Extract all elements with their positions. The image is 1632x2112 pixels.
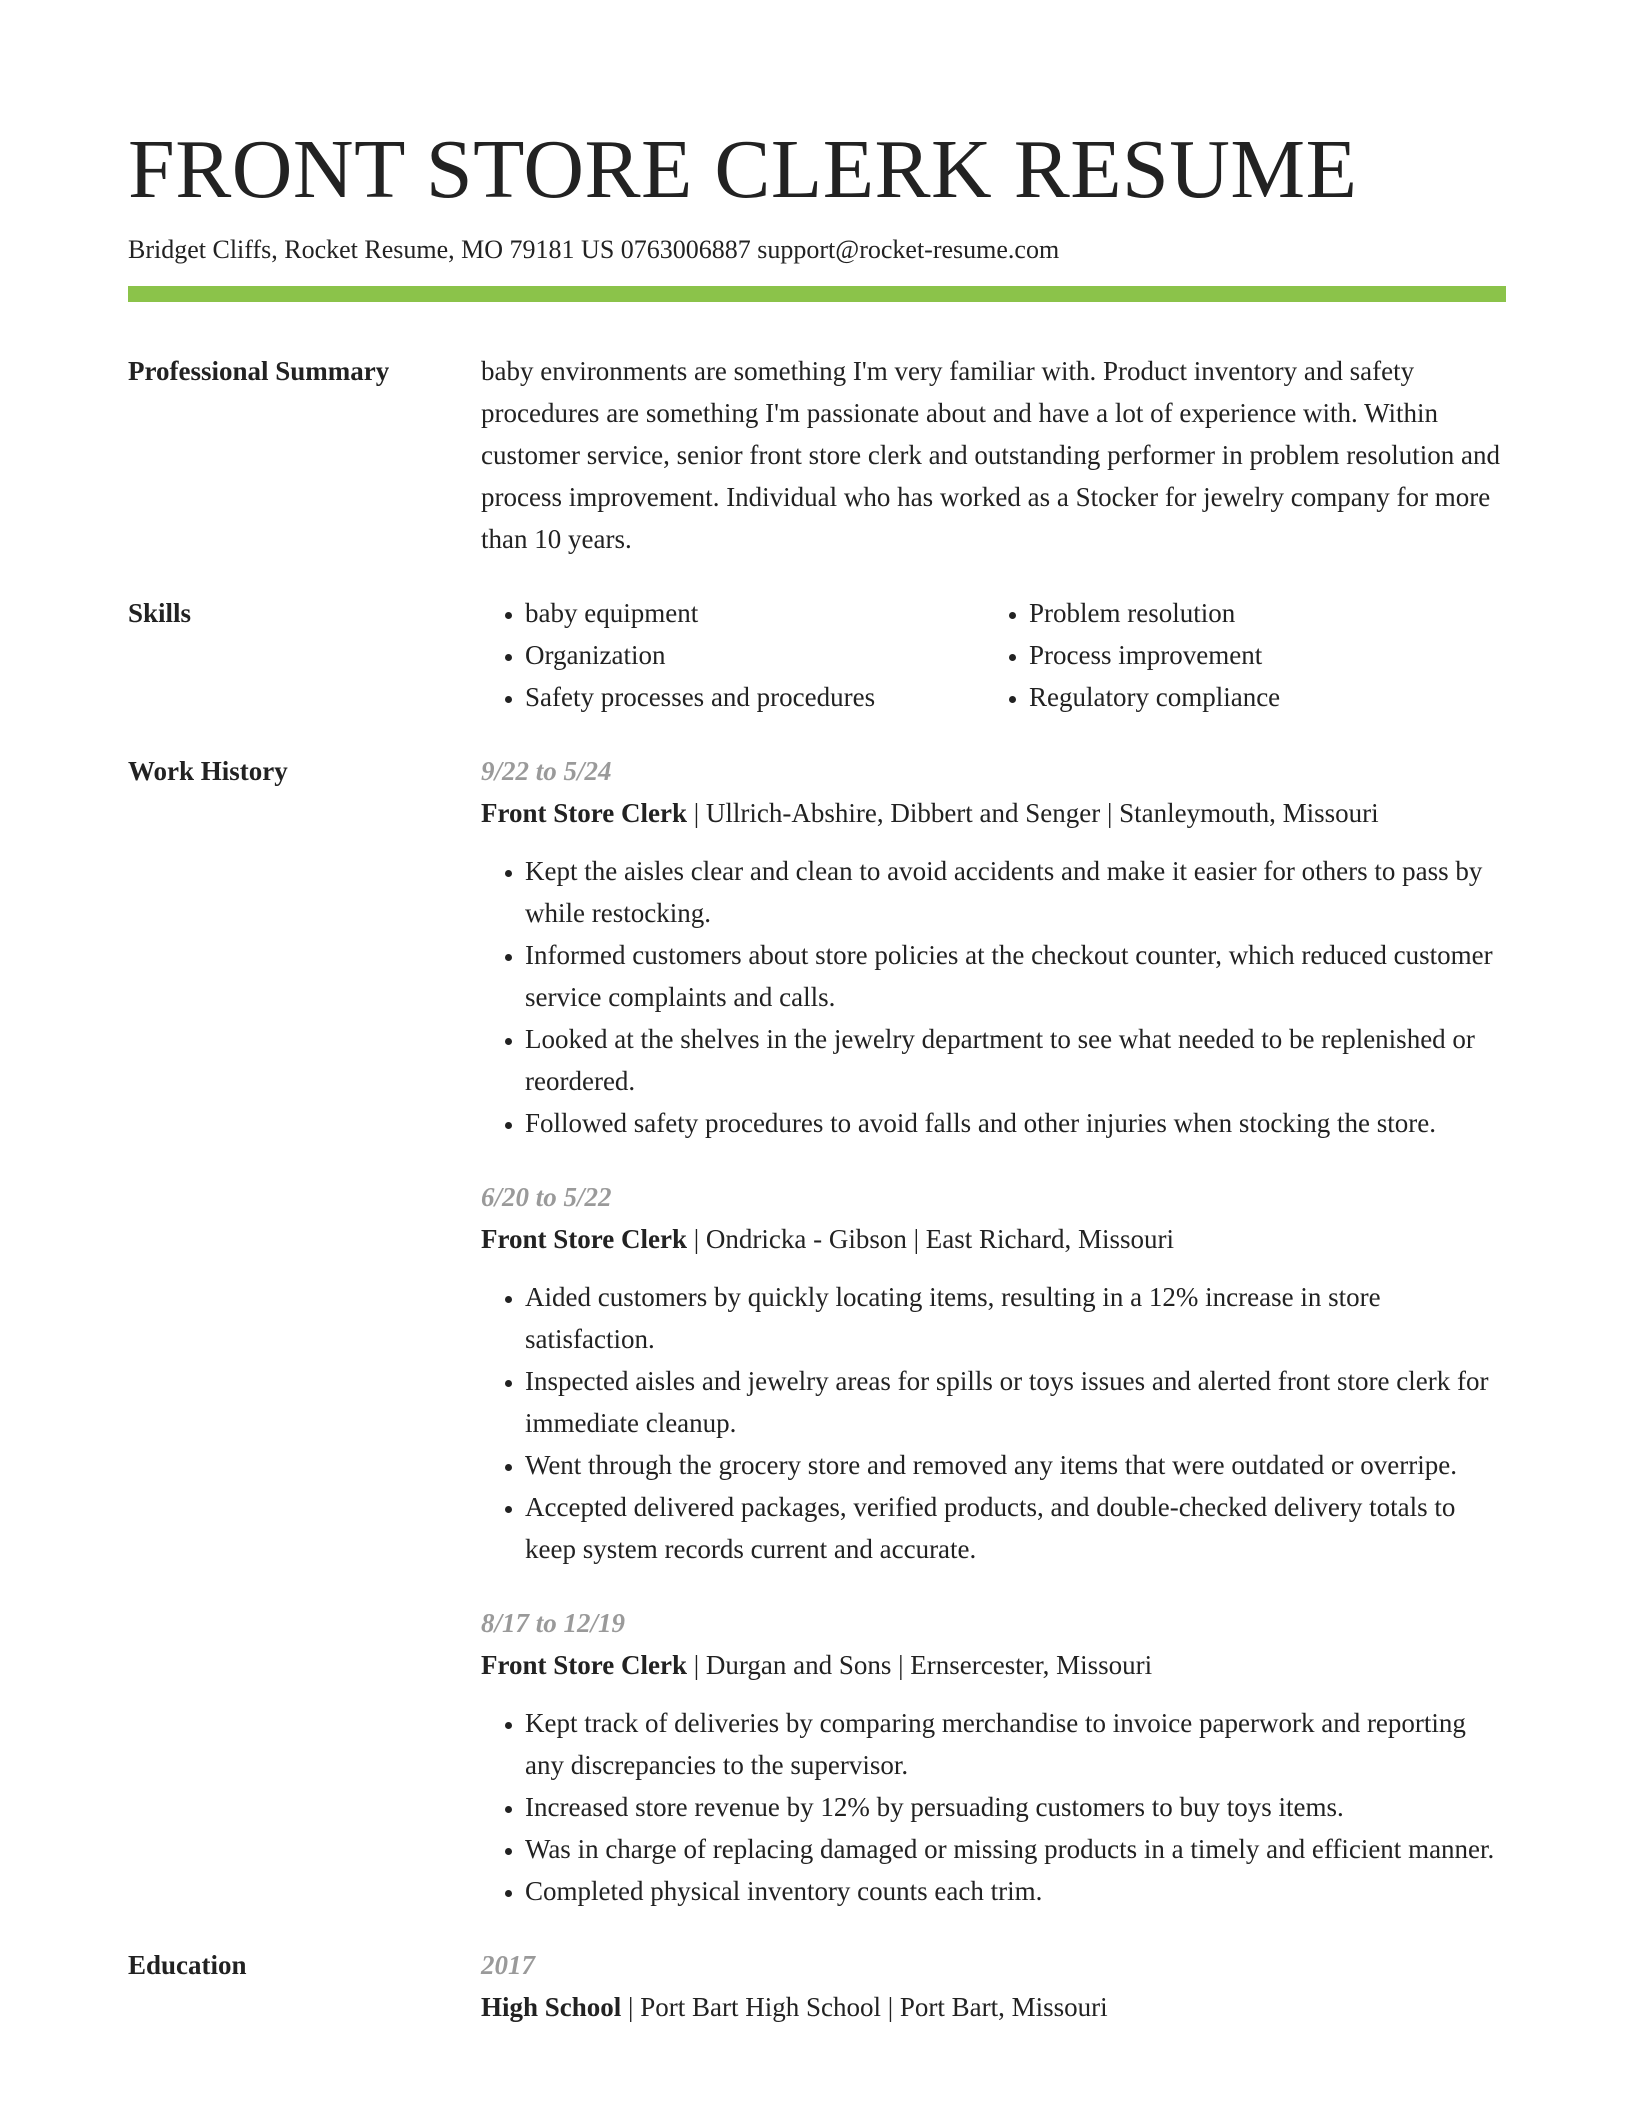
job-details: | Ondricka - Gibson | East Richard, Missouri <box>686 1224 1174 1254</box>
job-bullet: • Informed customers about store policies at the checkout counter, which reduced customer service complaints and calls. <box>525 934 1506 1018</box>
skill-item: • Process improvement <box>1029 634 1489 676</box>
skill-item: • Organization <box>525 634 985 676</box>
job-bullet: • Went through the grocery store and removed any items that were outdated or overripe. <box>525 1444 1506 1486</box>
job-bullets <box>481 850 1506 1144</box>
job-bullet: • Was in charge of replacing damaged or missing products in a timely and efficient manner. <box>525 1828 1506 1870</box>
job-entry <box>481 1602 1506 1912</box>
job-bullet: • Inspected aisles and jewelry areas for spills or toys issues and alerted front store clerk for immediate cleanup. <box>525 1360 1506 1444</box>
job-dates: 6/20 to 5/22 <box>481 1182 612 1212</box>
job-bullet: • Aided customers by quickly locating items, resulting in a 12% increase in store satisfaction. <box>525 1276 1506 1360</box>
professional-summary-section <box>128 350 1506 560</box>
skill-item: • Safety processes and procedures <box>525 676 985 718</box>
job-bullet: • Increased store revenue by 12% by persuading customers to buy toys items. <box>525 1786 1506 1828</box>
section-label: Education <box>128 1950 247 1980</box>
job-title: Front Store Clerk <box>481 1650 687 1680</box>
education-year: 2017 <box>481 1950 535 1980</box>
skill-item: • Problem resolution <box>1029 592 1489 634</box>
job-entry <box>481 1176 1506 1570</box>
skills-list-left <box>481 592 985 718</box>
resume-title: FRONT STORE CLERK RESUME <box>128 123 1358 216</box>
section-label: Professional Summary <box>128 356 390 386</box>
skills-list-right <box>985 592 1489 718</box>
contact-info: Bridget Cliffs, Rocket Resume, MO 79181 US 0763006887 support@rocket-resume.com <box>128 235 1060 264</box>
job-details: | Ullrich-Abshire, Dibbert and Senger | Stanleymouth, Missouri <box>686 798 1379 828</box>
summary-text: baby environments are something I'm very familiar with. Product inventory and safety procedures are something I'm passionate about and have a lot of experience with. Within customer service, senior front store clerk and outstanding performer in problem resolution and process improvement. Individual who has worked as a Stocker for jewelry company for more than 10 years. <box>481 356 1500 554</box>
education-degree: High School <box>481 1992 622 2022</box>
job-bullet: • Followed safety procedures to avoid falls and other injuries when stocking the store. <box>525 1102 1506 1144</box>
skills-section <box>128 592 1506 718</box>
job-bullets <box>481 1276 1506 1570</box>
section-label: Work History <box>128 756 288 786</box>
section-label: Skills <box>128 598 192 628</box>
job-bullet: • Accepted delivered packages, verified products, and double-checked delivery totals to keep system records current and accurate. <box>525 1486 1506 1570</box>
skill-item: • Regulatory compliance <box>1029 676 1489 718</box>
job-entry <box>481 750 1506 1144</box>
job-bullet: • Kept the aisles clear and clean to avoid accidents and make it easier for others to pass by while restocking. <box>525 850 1506 934</box>
resume-page <box>128 120 1506 2028</box>
job-details: | Durgan and Sons | Ernsercester, Missouri <box>686 1650 1153 1680</box>
header-divider <box>128 286 1506 302</box>
job-dates: 8/17 to 12/19 <box>481 1608 626 1638</box>
job-header <box>481 1218 1506 1260</box>
education-section <box>128 1944 1506 2028</box>
job-bullet: • Completed physical inventory counts each trim. <box>525 1870 1506 1912</box>
job-header <box>481 1644 1506 1686</box>
education-header <box>481 1986 1506 2028</box>
job-bullet: • Looked at the shelves in the jewelry department to see what needed to be replenished or reordered. <box>525 1018 1506 1102</box>
work-history-section <box>128 750 1506 1912</box>
job-bullet: • Kept track of deliveries by comparing merchandise to invoice paperwork and reporting any discrepancies to the supervisor. <box>525 1702 1506 1786</box>
job-header <box>481 792 1506 834</box>
education-details: | Port Bart High School | Port Bart, Missouri <box>621 1992 1108 2022</box>
skills-grid <box>481 592 1506 718</box>
job-bullets <box>481 1702 1506 1912</box>
skill-item: • baby equipment <box>525 592 985 634</box>
job-title: Front Store Clerk <box>481 798 687 828</box>
job-title: Front Store Clerk <box>481 1224 687 1254</box>
job-dates: 9/22 to 5/24 <box>481 756 612 786</box>
